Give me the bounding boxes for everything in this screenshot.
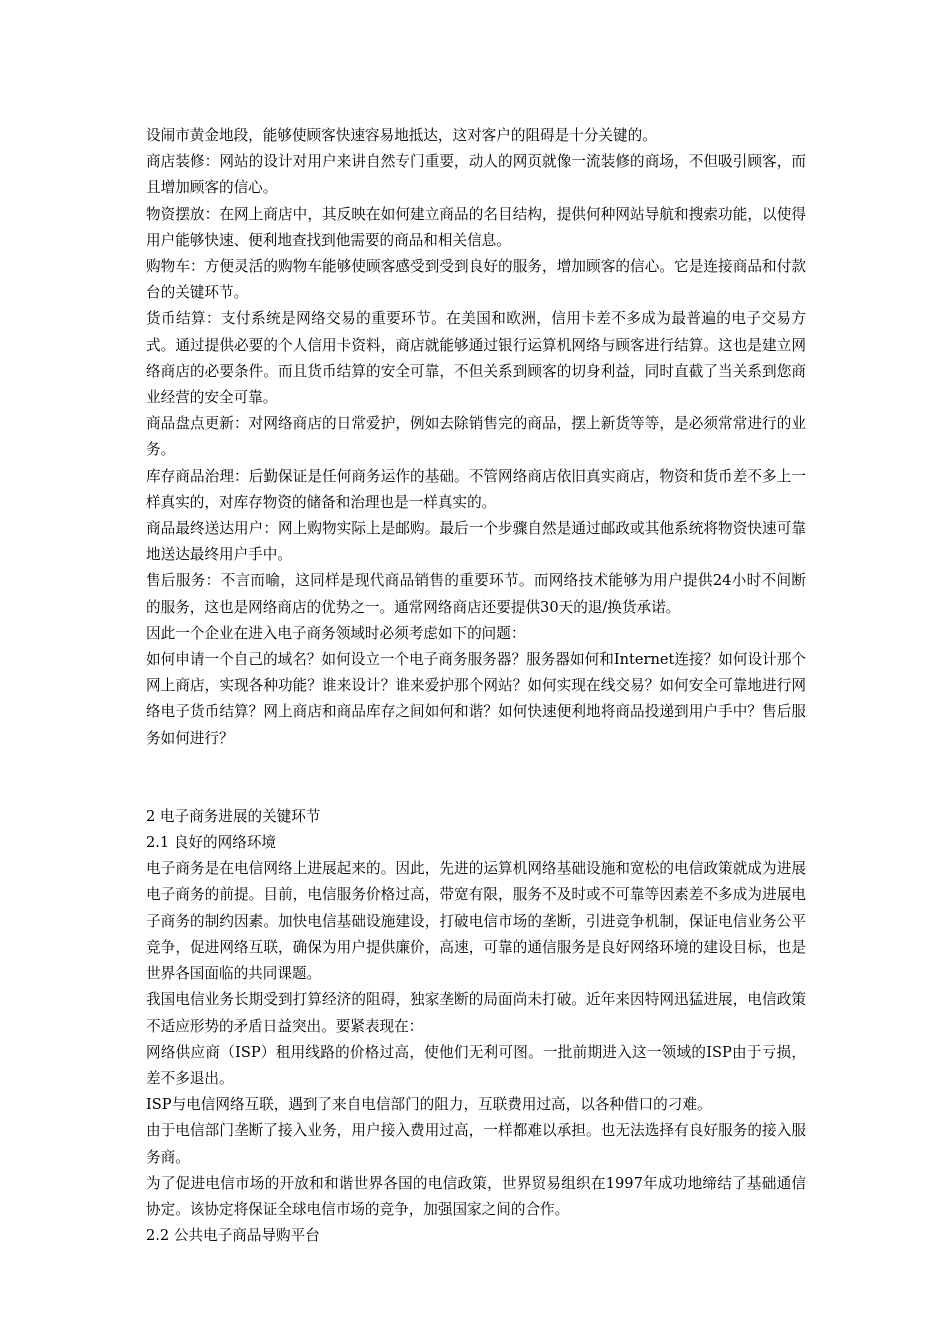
paragraph-location: 设闹市黄金地段，能够使顾客快速容易地抵达，这对客户的阻碍是十分关键的。 <box>146 127 657 144</box>
document-page <box>146 123 806 1249</box>
paragraph-telecom-monopoly: 我国电信业务长期受到打算经济的阻碍，独家垄断的局面尚未打破。近年来因特网迅猛进展，电信政策不适应形势的矛盾日益突出。要紧表现在： <box>146 991 806 1035</box>
paragraph-shopping-cart: 购物车：方便灵活的购物车能够使顾客感受到受到良好的服务，增加顾客的信心。它是连接商品和付款台的关键环节。 <box>146 258 806 302</box>
paragraph-store-decoration: 商店装修：网站的设计对用户来讲自然专门重要，动人的网页就像一流装修的商场，不但吸引顾客，而且增加顾客的信心。 <box>146 153 806 197</box>
paragraph-network-env: 电子商务是在电信网络上进展起来的。因此，先进的运算机网络基础设施和宽松的电信政策就成为进展电子商务的前提。目前，电信服务价格过高，带宽有限，服务不及时或不可靠等因素差不多成为进展电子商务的制约因素。加快电信基础设施建设，打破电信市场的垄断，引进竞争机制，保证电信业务公平竞争，促进网络互联，确保为用户提供廉价，高速，可靠的通信服务是良好网络环境的建设目标，也是世界各国面临的共同课题。 <box>146 860 806 983</box>
section-heading-2: 2 电子商务进展的关键环节 <box>146 807 321 825</box>
paragraph-after-sales: 售后服务：不言而喻，这同样是现代商品销售的重要环节。而网络技术能够为用户提供24小时不间断的服务，这也是网络商店的优势之一。通常网络商店还要提供30天的退/换货承诺。 <box>146 572 806 616</box>
paragraph-goods-display: 物资摆放：在网上商店中，其反映在如何建立商品的名目结构，提供何种网站导航和搜索功能，以使得用户能够快速、便利地查找到他需要的商品和相关信息。 <box>146 205 806 249</box>
paragraph-questions-intro: 因此一个企业在进入电子商务领域时必须考虑如下的问题： <box>146 624 526 642</box>
paragraph-delivery: 商品最终送达用户：网上购物实际上是邮购。最后一个步骤自然是通过邮政或其他系统将物资快速可靠地送达最终用户手中。 <box>146 520 806 564</box>
paragraph-wto-agreement: 为了促进电信市场的开放和和谐世界各国的电信政策，世界贸易组织在1997年成功地缔结了基础通信协定。该协定将保证全球电信市场的竞争，加强国家之间的合作。 <box>146 1174 806 1218</box>
section-heading-2-1: 2.1 良好的网络环境 <box>146 834 277 852</box>
paragraph-isp-interconnect: ISP与电信网络互联，遇到了来自电信部门的阻力，互联费用过高，以各种借口的刁难。 <box>146 1096 712 1114</box>
section-gap <box>146 752 806 804</box>
paragraph-payment: 货币结算：支付系统是网络交易的重要环节。在美国和欧洲，信用卡差不多成为最普遍的电子交易方式。通过提供必要的个人信用卡资料，商店就能够通过银行运算机网络与顾客进行结算。这也是建立网络商店的必要条件。而且货币结算的安全可靠，不但关系到顾客的切身利益，同时直截了当关系到您商业经营的安全可靠。 <box>146 310 806 407</box>
section-heading-2-2: 2.2 公共电子商品导购平台 <box>146 1227 320 1245</box>
paragraph-inventory-update: 商品盘点更新：对网络商店的日常爱护，例如去除销售完的商品，摆上新货等等，是必须常常进行的业务。 <box>146 415 806 459</box>
paragraph-access-cost: 由于电信部门垄断了接入业务，用户接入费用过高，一样都难以承担。也无法选择有良好服务的接入服务商。 <box>146 1122 806 1166</box>
paragraph-isp-cost: 网络供应商（ISP）租用线路的价格过高，使他们无利可图。一批前期进入这一领域的ISP由于亏损，差不多退出。 <box>146 1043 806 1087</box>
paragraph-stock-management: 库存商品治理：后勤保证是任何商务运作的基础。不管网络商店依旧真实商店，物资和货币差不多上一样真实的，对库存物资的储备和治理也是一样真实的。 <box>146 467 806 511</box>
paragraph-questions: 如何申请一个自己的域名？如何设立一个电子商务服务器？服务器如何和Internet连接？如何设计那个网上商店，实现各种功能？谁来设计？谁来爱护那个网站？如何实现在线交易？如何安全可靠地进行网络电子货币结算？网上商店和商品库存之间如何和谐？如何快速便利地将商品投递到用户手中？售后服务如何进行？ <box>146 651 806 747</box>
